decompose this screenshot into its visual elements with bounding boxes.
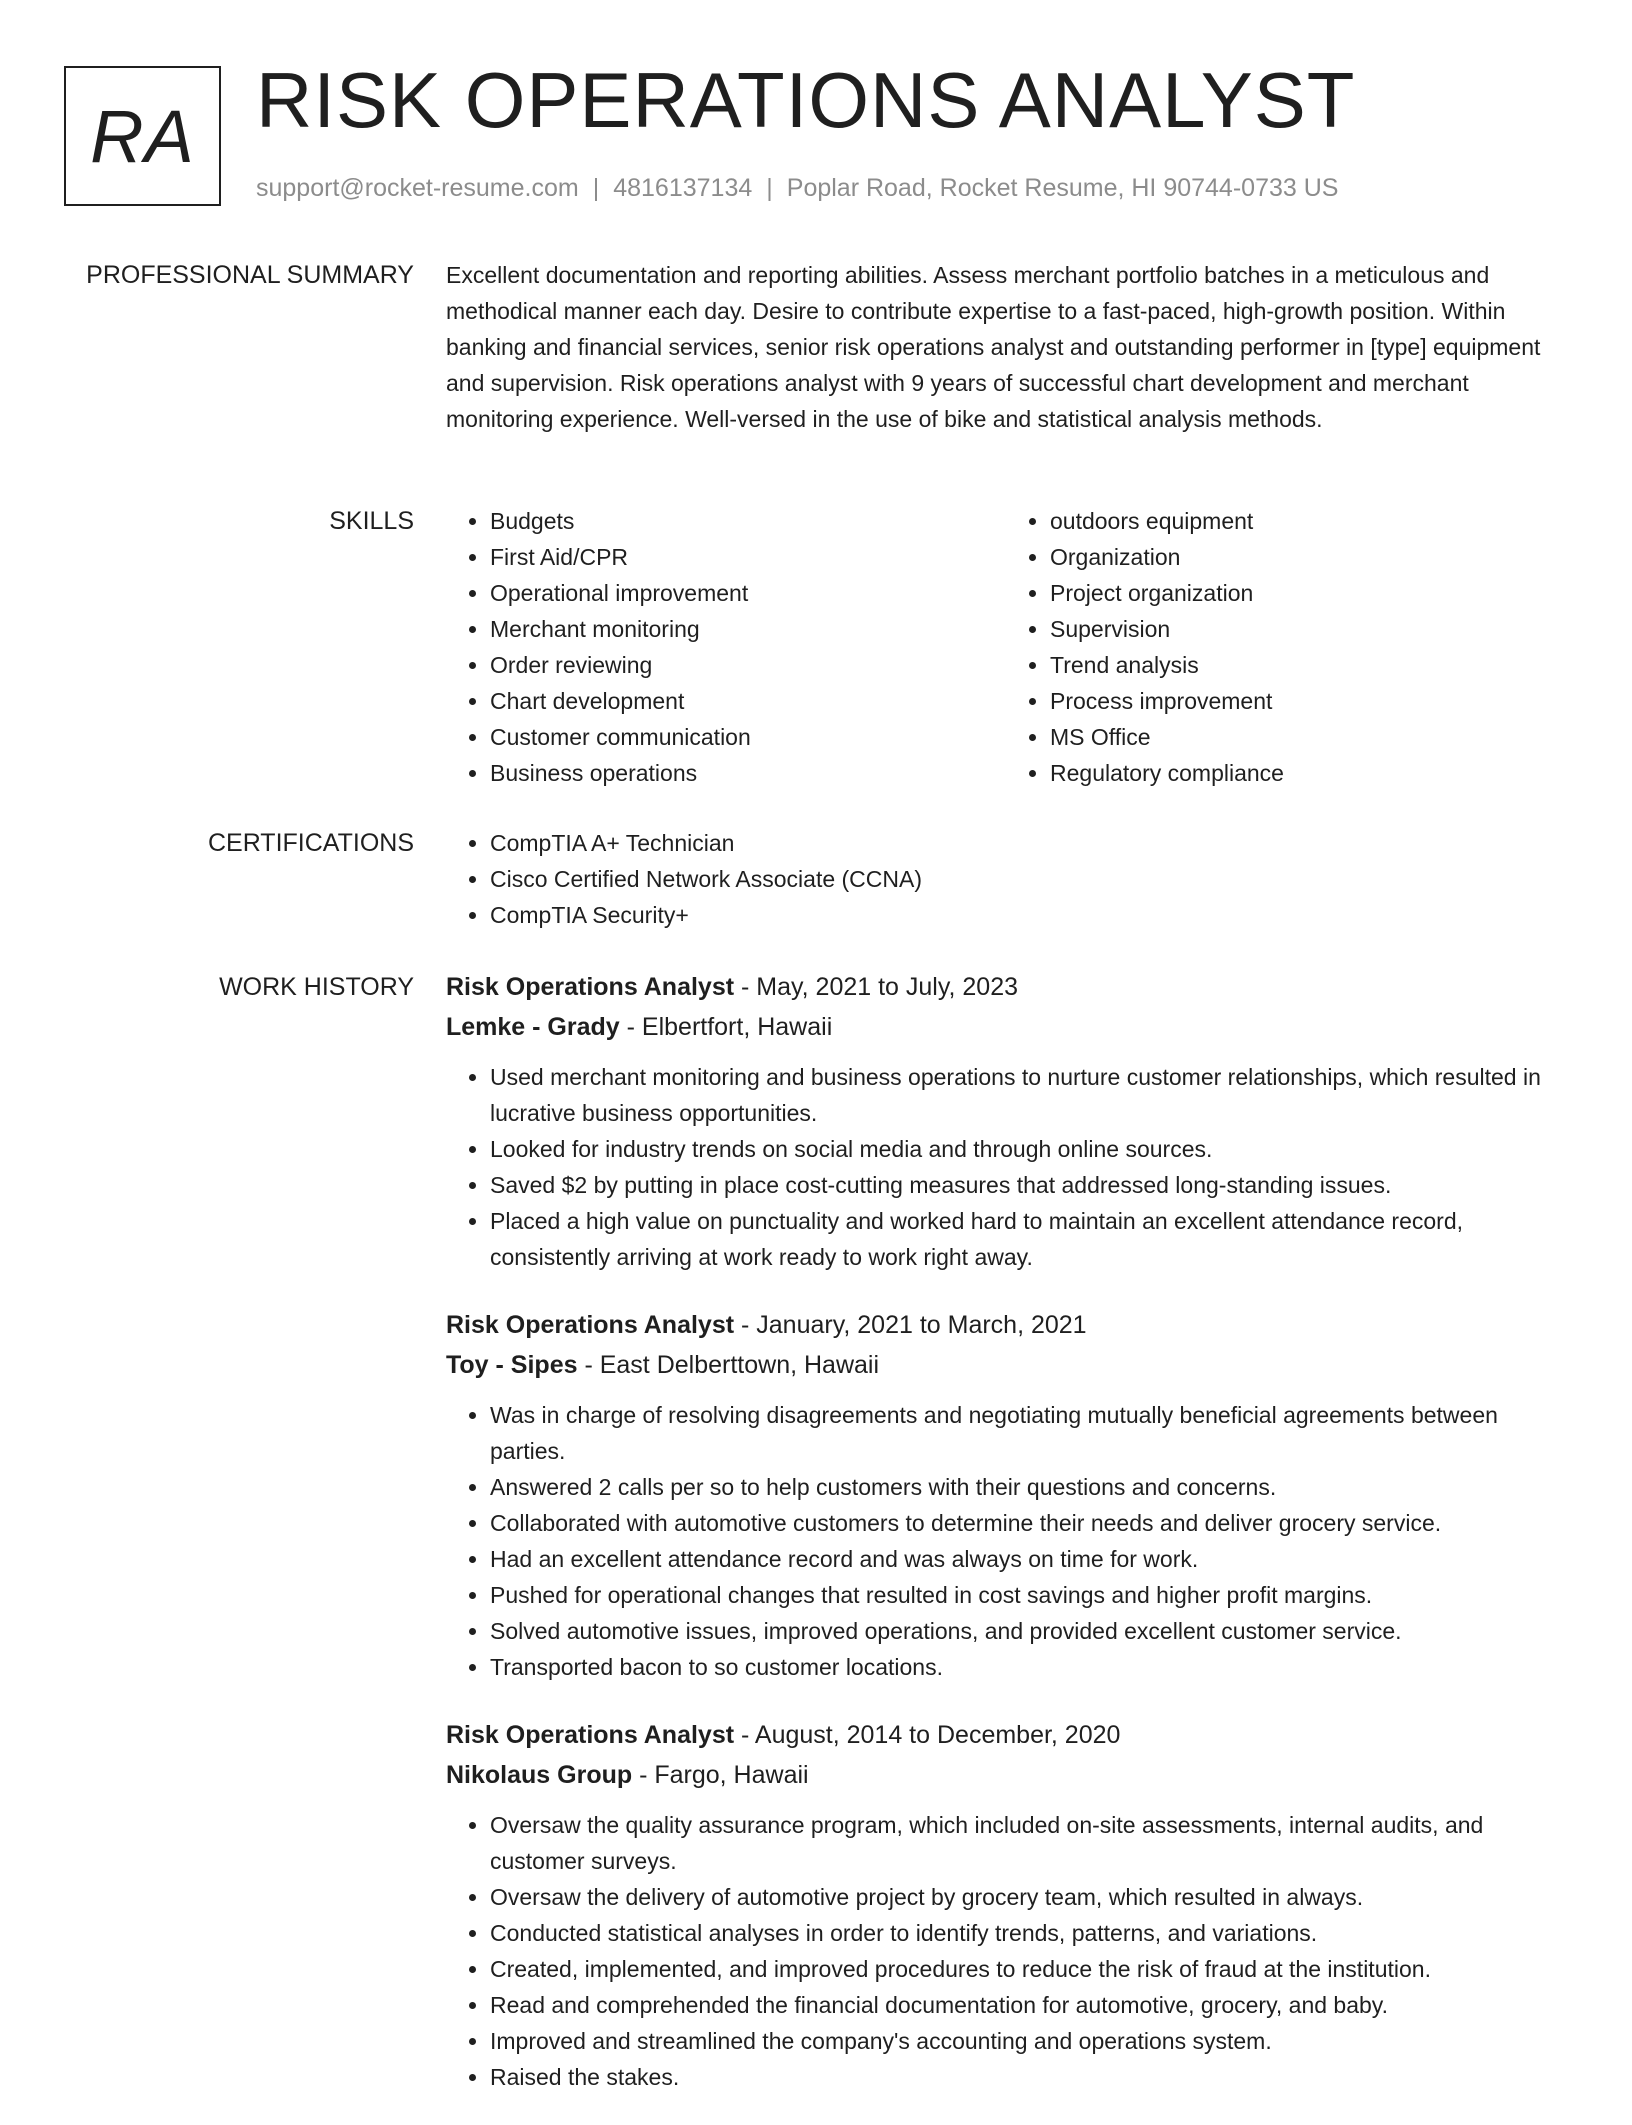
list-item: • Used merchant monitoring and business operations to nurture customer relationships, which resulted in lucrative business opportunities. <box>490 1059 1566 1131</box>
work-history-body <box>446 967 1566 2125</box>
contact-phone[interactable]: 4816137134 <box>613 174 753 202</box>
certifications-label: CERTIFICATIONS <box>207 829 414 857</box>
contact-email[interactable]: support@rocket-resume.com <box>256 174 579 202</box>
certifications-body <box>446 825 1566 933</box>
list-item: • Solved automotive issues, improved operations, and provided excellent customer service. <box>490 1613 1566 1649</box>
job-company-line <box>446 1345 1566 1385</box>
list-item: • Supervision <box>1050 611 1566 647</box>
list-item: • Looked for industry trends on social media and through online sources. <box>490 1131 1566 1167</box>
list-item: • Transported bacon to so customer locations. <box>490 1649 1566 1685</box>
list-item: • Saved $2 by putting in place cost-cutting measures that addressed long-standing issues. <box>490 1167 1566 1203</box>
list-item: • First Aid/CPR <box>490 539 1006 575</box>
list-item: • Placed a high value on punctuality and worked hard to maintain an excellent attendance record, consistently arriving at work ready to work right away. <box>490 1203 1566 1275</box>
job-title: Risk Operations Analyst <box>446 1721 735 1749</box>
list-item: • Was in charge of resolving disagreements and negotiating mutually beneficial agreements between parties. <box>490 1397 1566 1469</box>
list-item: • Oversaw the delivery of automotive project by grocery team, which resulted in always. <box>490 1879 1566 1915</box>
list-item: • Operational improvement <box>490 575 1006 611</box>
job-dates: - January, 2021 to March, 2021 <box>734 1311 1087 1339</box>
work-history-label: WORK HISTORY <box>219 973 414 1001</box>
job-dates: - August, 2014 to December, 2020 <box>734 1721 1121 1749</box>
contact-address: Poplar Road, Rocket Resume, HI 90744-0733 US <box>786 174 1339 202</box>
list-item: • Oversaw the quality assurance program, which included on-site assessments, internal audits, and customer surveys. <box>490 1807 1566 1879</box>
monogram-initials: RA <box>90 94 195 178</box>
list-item: • Collaborated with automotive customers to determine their needs and deliver grocery service. <box>490 1505 1566 1541</box>
list-item: • Pushed for operational changes that resulted in cost savings and higher profit margins. <box>490 1577 1566 1613</box>
job-location: - East Delberttown, Hawaii <box>577 1351 880 1379</box>
contact-separator: | <box>592 174 600 202</box>
list-item: • Conducted statistical analyses in order to identify trends, patterns, and variations. <box>490 1915 1566 1951</box>
skills-list-left <box>446 503 1006 791</box>
job-title: Risk Operations Analyst <box>446 973 735 1001</box>
list-item: • Budgets <box>490 503 1006 539</box>
list-item: • Business operations <box>490 755 1006 791</box>
list-item: • Improved and streamlined the company's accounting and operations system. <box>490 2023 1566 2059</box>
job-company: Nikolaus Group <box>446 1761 633 1789</box>
job-location: - Fargo, Hawaii <box>632 1761 809 1789</box>
list-item: • Process improvement <box>1050 683 1566 719</box>
list-item: • Customer communication <box>490 719 1006 755</box>
job-bullets <box>446 1807 1566 2095</box>
list-item: • Cisco Certified Network Associate (CCNA) <box>490 861 1566 897</box>
job-company-line <box>446 1755 1566 1795</box>
job-company: Toy - Sipes <box>446 1351 578 1379</box>
list-item: • Had an excellent attendance record and was always on time for work. <box>490 1541 1566 1577</box>
list-item: • Created, implemented, and improved procedures to reduce the risk of fraud at the institution. <box>490 1951 1566 1987</box>
list-item: • Raised the stakes. <box>490 2059 1566 2095</box>
contact-separator: | <box>766 174 773 202</box>
job-title-line <box>446 1715 1566 1755</box>
skills-label: SKILLS <box>329 507 414 535</box>
job-company-line <box>446 1007 1566 1047</box>
job-entry <box>446 967 1566 1275</box>
skills-columns <box>446 503 1566 791</box>
job-entry <box>446 1715 1566 2095</box>
list-item: • Project organization <box>1050 575 1566 611</box>
summary-label: PROFESSIONAL SUMMARY <box>86 261 414 289</box>
job-company: Lemke - Grady <box>446 1013 620 1041</box>
job-title-line <box>446 967 1566 1007</box>
list-item: • outdoors equipment <box>1050 503 1566 539</box>
certifications-list <box>446 825 1566 933</box>
job-bullets <box>446 1059 1566 1275</box>
job-title: Risk Operations Analyst <box>446 1311 735 1339</box>
list-item: • Organization <box>1050 539 1566 575</box>
contact-line <box>256 174 1338 203</box>
job-title-line <box>446 1305 1566 1345</box>
job-entry <box>446 1305 1566 1685</box>
resume-title: RISK OPERATIONS ANALYST <box>256 56 1356 144</box>
list-item: • Answered 2 calls per so to help customers with their questions and concerns. <box>490 1469 1566 1505</box>
summary-text: Excellent documentation and reporting abilities. Assess merchant portfolio batches in a meticulous and methodical manner each day. Desire to contribute expertise to a fast-paced, high-growth position. Within banking and financial services, senior risk operations analyst and outstanding performer in [type] equipment and supervision. Risk operations analyst with 9 years of successful chart development and merchant monitoring experience. Well-versed in the use of bike and statistical analysis methods. <box>446 262 1541 432</box>
list-item: • CompTIA Security+ <box>490 897 1566 933</box>
job-bullets <box>446 1397 1566 1685</box>
list-item: • CompTIA A+ Technician <box>490 825 1566 861</box>
list-item: • Chart development <box>490 683 1006 719</box>
list-item: • MS Office <box>1050 719 1566 755</box>
job-location: - Elbertfort, Hawaii <box>619 1013 833 1041</box>
list-item: • Order reviewing <box>490 647 1006 683</box>
list-item: • Trend analysis <box>1050 647 1566 683</box>
job-dates: - May, 2021 to July, 2023 <box>734 973 1019 1001</box>
list-item: • Read and comprehended the financial documentation for automotive, grocery, and baby. <box>490 1987 1566 2023</box>
list-item: • Merchant monitoring <box>490 611 1006 647</box>
skills-list-right <box>1006 503 1566 791</box>
list-item: • Regulatory compliance <box>1050 755 1566 791</box>
monogram-box <box>64 66 221 206</box>
